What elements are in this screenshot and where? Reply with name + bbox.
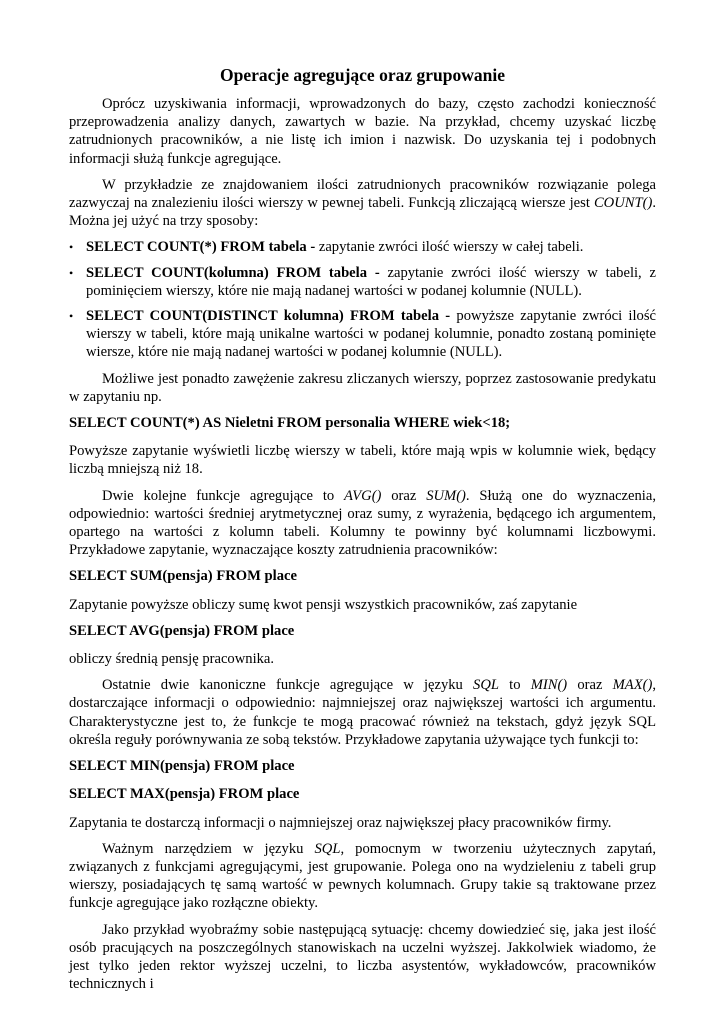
list-item — [69, 238, 656, 256]
count-variants-list — [69, 238, 656, 361]
paragraph-text: . Służą one do wyznaczenia, odpowiednio: wartości średniej arytmetycznej oraz sumy, z wyrażenia, będącego ich argumentem, opartego na wartości z kolumn tabeli. Kolumny te powinny być kolumnami liczbowymi. Przykładowe zapytanie, wyznaczające koszty zatrudnienia pracowników: — [69, 487, 656, 559]
paragraph-text: . Można jej użyć na trzy sposoby: — [69, 195, 656, 230]
function-name-count: COUNT() — [593, 195, 653, 212]
list-item — [69, 264, 656, 300]
paragraph-grouping — [69, 840, 656, 913]
function-name-max: MAX() — [612, 677, 653, 694]
sql-example-max: SELECT MAX(pensja) FROM place — [69, 786, 300, 803]
paragraph-text: to — [498, 677, 531, 694]
language-name-sql: SQL — [473, 677, 499, 694]
sql-example-sum: SELECT SUM(pensja) FROM place — [69, 568, 297, 585]
function-name-min: MIN() — [530, 677, 568, 694]
list-item-text: zapytanie zwróci ilość wierszy w całej tabeli. — [315, 239, 584, 256]
paragraph-sum-explanation: Zapytanie powyższe obliczy sumę kwot pensji wszystkich pracowników, zaś zapytanie — [69, 596, 578, 613]
bullet-icon: • — [69, 265, 74, 280]
document-page — [69, 64, 656, 1001]
list-item-text: powyższe zapytanie zwróci ilość wierszy w tabeli, które mają unikalne wartości w podanej kolumnie, ponadto zostaną pominięte wiersze, które nie mają nadanej wartości w podanej kolumnie (NULL). — [86, 308, 656, 361]
sql-code: SELECT COUNT(kolumna) FROM tabela - — [86, 264, 380, 281]
language-name-sql: SQL — [314, 840, 341, 857]
sql-example-count: SELECT COUNT(*) AS Nieletni FROM personalia WHERE wiek<18; — [69, 415, 511, 432]
sql-example-min: SELECT MIN(pensja) FROM place — [69, 758, 295, 775]
paragraph-min-max-explanation: Zapytania te dostarczą informacji o najmniejszej oraz największej płacy pracowników firmy. — [69, 814, 612, 831]
document-title: Operacje agregujące oraz grupowanie — [220, 65, 505, 85]
list-item — [69, 307, 656, 362]
paragraph-text: Ostatnie dwie kanoniczne funkcje agregujące w języku — [102, 677, 474, 694]
paragraph-count-intro — [69, 176, 656, 231]
paragraph-avg-explanation: obliczy średnią pensję pracownika. — [69, 651, 275, 668]
paragraph-text: Ważnym narzędziem w języku — [102, 840, 315, 857]
list-item-text: zapytanie zwróci ilość wierszy w tabeli, z pominięciem wierszy, które nie mają nadanej wartości w podanej kolumnie (NULL). — [86, 264, 656, 299]
paragraph-text: Dwie kolejne funkcje agregujące to — [102, 487, 345, 504]
paragraph-avg-sum — [69, 487, 656, 560]
paragraph-text: oraz — [381, 487, 427, 504]
paragraph-grouping-example: Jako przykład wyobraźmy sobie następującą sytuację: chcemy dowiedzieć się, jaka jest ilość osób pracujących na poszczególnych stanowiskach na uczelni wyższej. Jakkolwiek wiadomo, że jest tylko jeden rektor wyższej uczelni, to liczba asystentów, wykładowców, pracowników technicznych i — [69, 921, 656, 993]
paragraph-min-max — [69, 676, 656, 749]
bullet-icon: • — [69, 240, 74, 255]
sql-example-avg: SELECT AVG(pensja) FROM place — [69, 622, 295, 639]
paragraph-text: oraz — [567, 677, 613, 694]
paragraph-count-explanation: Powyższe zapytanie wyświetli liczbę wierszy w tabeli, które mają wpis w kolumnie wiek, będący liczbą mniejszą niż 18. — [69, 443, 656, 478]
paragraph-text: , dostarczające informacji o odpowiednio: najmniejszej oraz największej wartości ich argumentu. Charakterystyczne jest to, że funkcje te mogą pracować również na tekstach, gdyż język SQL określa reguły porównywania ze sobą tekstów. Przykładowe zapytania używające tych funkcji to: — [69, 677, 656, 748]
paragraph-intro: Oprócz uzyskiwania informacji, wprowadzonych do bazy, często zachodzi konieczność przeprowadzenia analizy danych, zawartych w bazie. Na przykład, chcemy uzyskać liczbę zatrudnionych pracowników, a nie listę ich imion i nazwisk. Do uzyskania tej i podobnych informacji służą funkcje agregujące. — [69, 96, 656, 167]
paragraph-text: , pomocnym w tworzeniu użytecznych zapytań, związanych z funkcjami agregującymi, jest grupowanie. Polega ono na wydzieleniu z tabeli grup wierszy, posiadających tę samą wartość w pewnych kolumnach. Grupy takie są traktowane przez funkcje agregujące jako rozłączne obiekty. — [69, 840, 656, 912]
function-name-sum: SUM() — [426, 487, 466, 504]
bullet-icon: • — [69, 309, 74, 324]
sql-code: SELECT COUNT(DISTINCT kolumna) FROM tabela - — [86, 308, 451, 325]
paragraph-text: W przykładzie ze znajdowaniem ilości zatrudnionych pracowników rozwiązanie polega zazwyczaj na znalezieniu ilości wierszy w pewnej tabeli. Funkcją zliczającą wiersze jest — [69, 176, 656, 212]
function-name-avg: AVG() — [344, 487, 382, 504]
paragraph-predicate: Możliwe jest ponadto zawężenie zakresu zliczanych wierszy, poprzez zastosowanie predykatu w zapytaniu np. — [69, 370, 656, 405]
sql-code: SELECT COUNT(*) FROM tabela - — [86, 239, 316, 256]
